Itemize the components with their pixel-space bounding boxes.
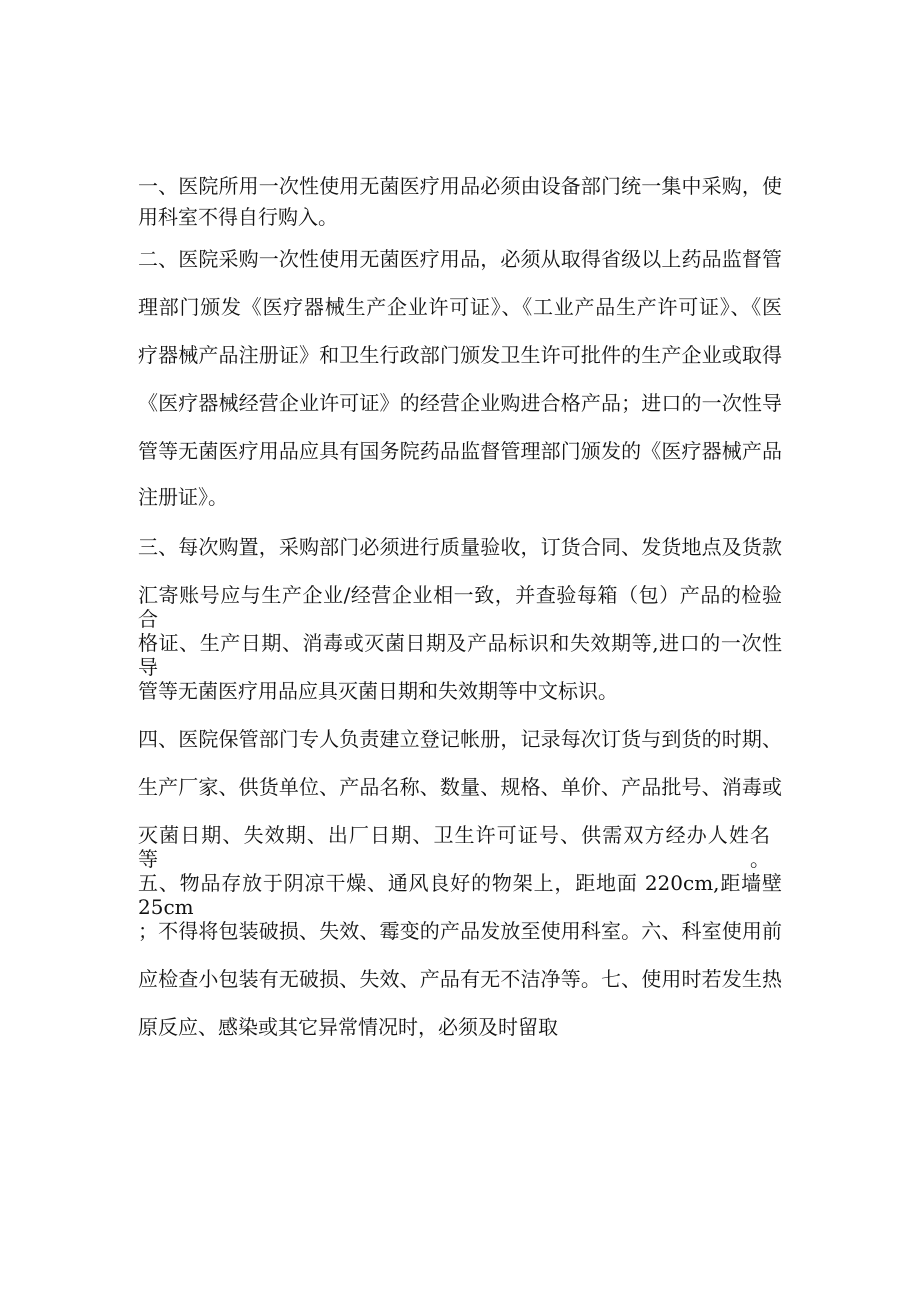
paragraph-1-line-1: 一、医院所用一次性使用无菌医疗用品必须由设备部门统一集中采购，使 (138, 174, 782, 198)
paragraph-4-line-3: 灭菌日期、失效期、出厂日期、卫生许可证号、供需双方经办人姓名等。 (138, 823, 770, 871)
paragraph-2-line-6: 注册证》。 (138, 485, 228, 509)
paragraph-5-line-2: ；不得将包装破损、失效、霉变的产品发放至使用科室。六、科室使用前 (138, 919, 782, 943)
paragraph-3-line-1: 三、每次购置，采购部门必须进行质量验收，订货合同、发货地点及货款 (138, 535, 782, 559)
paragraph-3-line-3: 格证、生产日期、消毒或灭菌日期及产品标识和失效期等,进口的一次性导 (138, 631, 782, 679)
paragraph-5-line-1: 五、物品存放于阴凉干燥、通风良好的物架上，距地面 220cm,距墙壁 25cm (138, 871, 782, 919)
paragraph-5-line-3: 应检查小包装有无破损、失效、产品有无不洁净等。七、使用时若发生热 (138, 967, 782, 991)
paragraph-2-line-2: 理部门颁发《医疗器械生产企业许可证》、《工业产品生产许可证》、《医 (138, 295, 782, 319)
paragraph-2-line-4: 《医疗器械经营企业许可证》的经营企业购进合格产品；进口的一次性导 (138, 391, 782, 415)
paragraph-4-line-2: 生产厂家、供货单位、产品名称、数量、规格、单价、产品批号、消毒或 (138, 775, 782, 799)
paragraph-1-line-2: 用科室不得自行购入。 (138, 205, 338, 229)
paragraph-2-line-1: 二、医院采购一次性使用无菌医疗用品，必须从取得省级以上药品监督管 (138, 247, 782, 271)
paragraph-2-line-3: 疗器械产品注册证》和卫生行政部门颁发卫生许可批件的生产企业或取得 (138, 343, 782, 367)
paragraph-3-line-2: 汇寄账号应与生产企业/经营企业相一致，并查验每箱（包）产品的检验合 (138, 583, 782, 631)
paragraph-4-line-1: 四、医院保管部门专人负责建立登记帐册，记录每次订货与到货的时期、 (138, 727, 782, 751)
paragraph-5-line-4: 原反应、感染或其它异常情况时，必须及时留取 (138, 1015, 558, 1039)
paragraph-2-line-5: 管等无菌医疗用品应具有国务院药品监督管理部门颁发的《医疗器械产品 (138, 439, 782, 463)
paragraph-3-line-4: 管等无菌医疗用品应具灭菌日期和失效期等中文标识。 (138, 679, 618, 703)
